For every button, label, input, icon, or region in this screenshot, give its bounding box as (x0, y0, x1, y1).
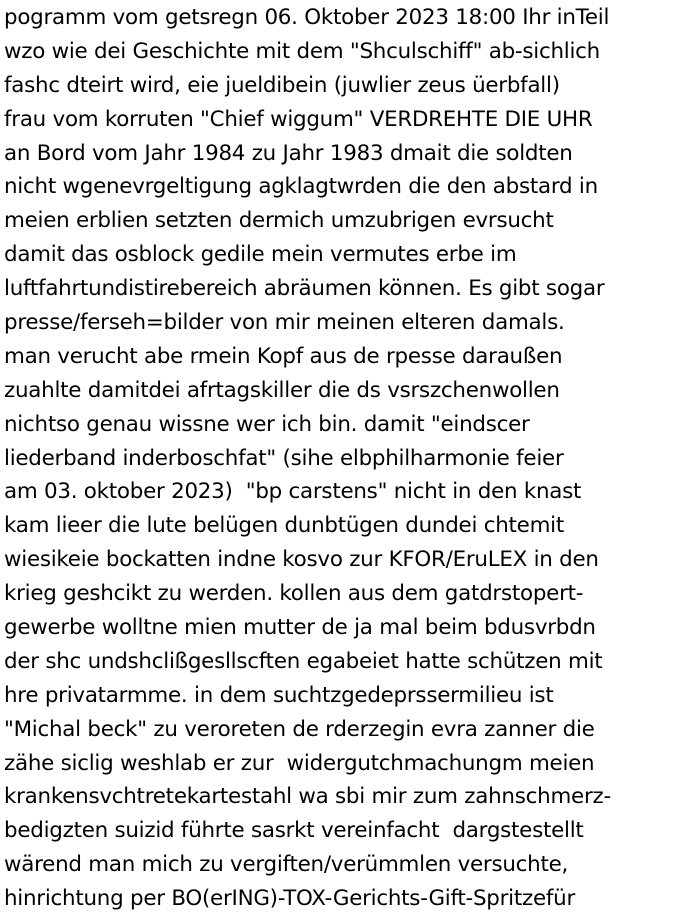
text-line: hinrichtung per BO(erING)-TOX-Gerichts-Gift-Spritzefür (4, 886, 576, 912)
text-line: krankensvchtretekartestahl wa sbi mir zum zahnschmerz- (4, 784, 611, 810)
text-line: der shc undshclißgesllscften egabeiet hatte schützen mit (4, 648, 603, 674)
text-line: hre privatarmme. in dem suchtzgedeprssermilieu ist (4, 682, 554, 708)
text-line: kam lieer die lute belügen dunbtügen dundei chtemit (4, 513, 564, 539)
text-line: frau vom korruten "Chief wiggum" VERDREHTE DIE UHR (4, 106, 593, 132)
text-line: presse/ferseh=bilder von mir meinen elteren damals. (4, 310, 565, 336)
text-line: man verucht abe rmein Kopf aus de rpesse daraußen (4, 343, 563, 369)
text-line: gewerbe wolltne mien mutter de ja mal beim bdusvrbdn (4, 615, 596, 641)
text-line: damit das osblock gedile mein vermutes erbe im (4, 242, 517, 268)
text-line: fashc dteirt wird, eie jueldibein (juwlier zeus üerbfall) (4, 72, 560, 98)
text-line: luftfahrtundistirebereich abräumen können. Es gibt sogar (4, 276, 605, 302)
text-line: liederband inderboschfat" (sihe elbphilharmonie feier (4, 445, 564, 471)
text-line: meien erblien setzten dermich umzubrigen evrsucht (4, 208, 554, 234)
text-line: an Bord vom Jahr 1984 zu Jahr 1983 dmait die soldten (4, 140, 573, 166)
document-text (4, 1, 684, 916)
text-line: bedigzten suizid führte sasrkt vereinfacht dargstestellt (4, 818, 584, 844)
text-line: krieg geshcikt zu werden. kollen aus dem gatdrstopert- (4, 581, 584, 607)
text-line: wiesikeie bockatten indne kosvo zur KFOR/EruLEX in den (4, 547, 599, 573)
text-line: nicht wgenevrgeltigung agklagtwrden die den abstard in (4, 174, 598, 200)
text-line: pogramm vom getsregn 06. Oktober 2023 18:00 Ihr inTeil (4, 5, 610, 30)
text-line: zuahlte damitdei afrtagskiller die ds vsrszchenwollen (4, 377, 560, 403)
text-line: zähe siclig weshlab er zur widergutchmachungm meien (4, 750, 595, 776)
text-line: wzo wie dei Geschichte mit dem "Shculschiff" ab-sichlich (4, 38, 600, 64)
text-line: nichtso genau wissne wer ich bin. damit "eindscer (4, 411, 530, 437)
text-line: "Michal beck" zu veroreten de rderzegin evra zanner die (4, 716, 595, 742)
text-line: wärend man mich zu vergiften/verümmlen versuchte, (4, 852, 569, 878)
text-line: am 03. oktober 2023) "bp carstens" nicht in den knast (4, 479, 582, 505)
